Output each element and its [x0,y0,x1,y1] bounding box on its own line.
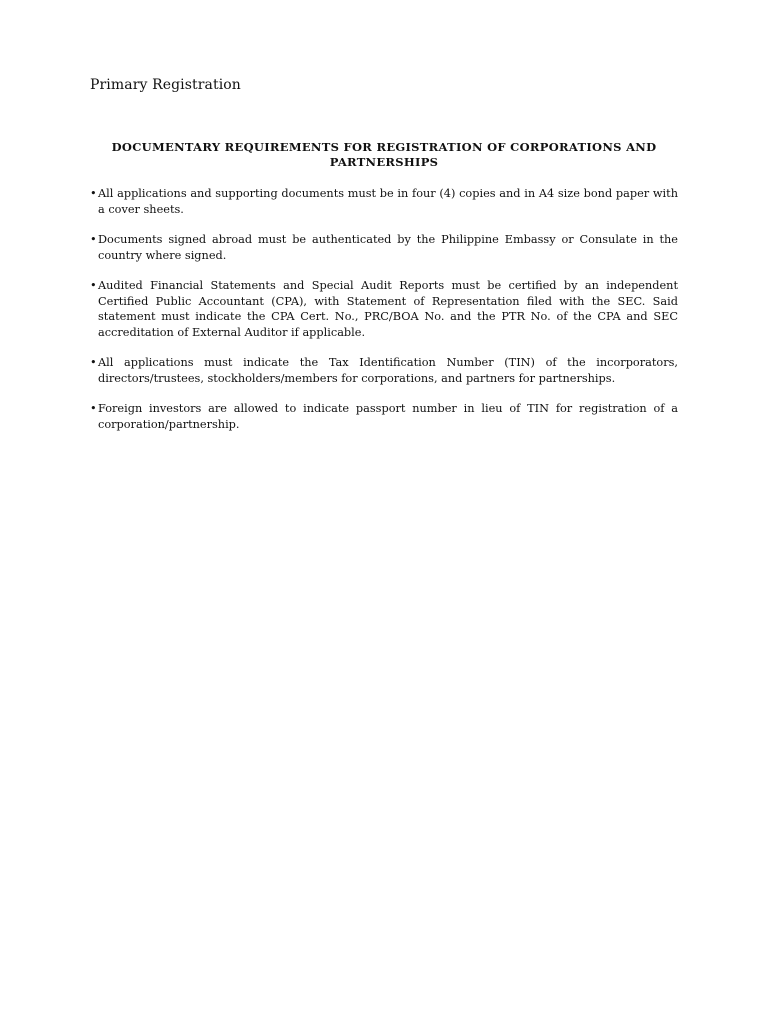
page-title: Primary Registration [90,77,241,93]
requirements-list [90,186,678,447]
list-item-text: Documents signed abroad must be authenticated by the Philippine Embassy or Consulate in the country where signed. [98,233,678,262]
bullet-icon: • [90,356,97,369]
list-item [90,232,678,263]
list-item-text: Audited Financial Statements and Special Audit Reports must be certified by an independent Certified Public Accountant (CPA), with Statement of Representation filed with the SEC. Said statement must indicate the CPA Cert. No., PRC/BOA No. and the PTR No. of the CPA and SEC accreditation of External Auditor if applicable. [98,279,678,339]
bullet-icon: • [90,233,97,246]
list-item [90,401,678,432]
bullet-icon: • [90,279,97,292]
list-item [90,186,678,217]
list-item-text: Foreign investors are allowed to indicate passport number in lieu of TIN for registration of a corporation/partnership. [98,402,678,431]
list-item [90,355,678,386]
bullet-icon: • [90,402,97,415]
list-item-text: All applications and supporting documents must be in four (4) copies and in A4 size bond paper with a cover sheets. [98,187,678,216]
section-heading: DOCUMENTARY REQUIREMENTS FOR REGISTRATION OF CORPORATIONS AND PARTNERSHIPS [111,140,657,169]
bullet-icon: • [90,187,97,200]
list-item-text: All applications must indicate the Tax Identification Number (TIN) of the incorporators, directors/trustees, stockholders/members for corporations, and partners for partnerships. [98,356,678,385]
list-item [90,278,678,340]
